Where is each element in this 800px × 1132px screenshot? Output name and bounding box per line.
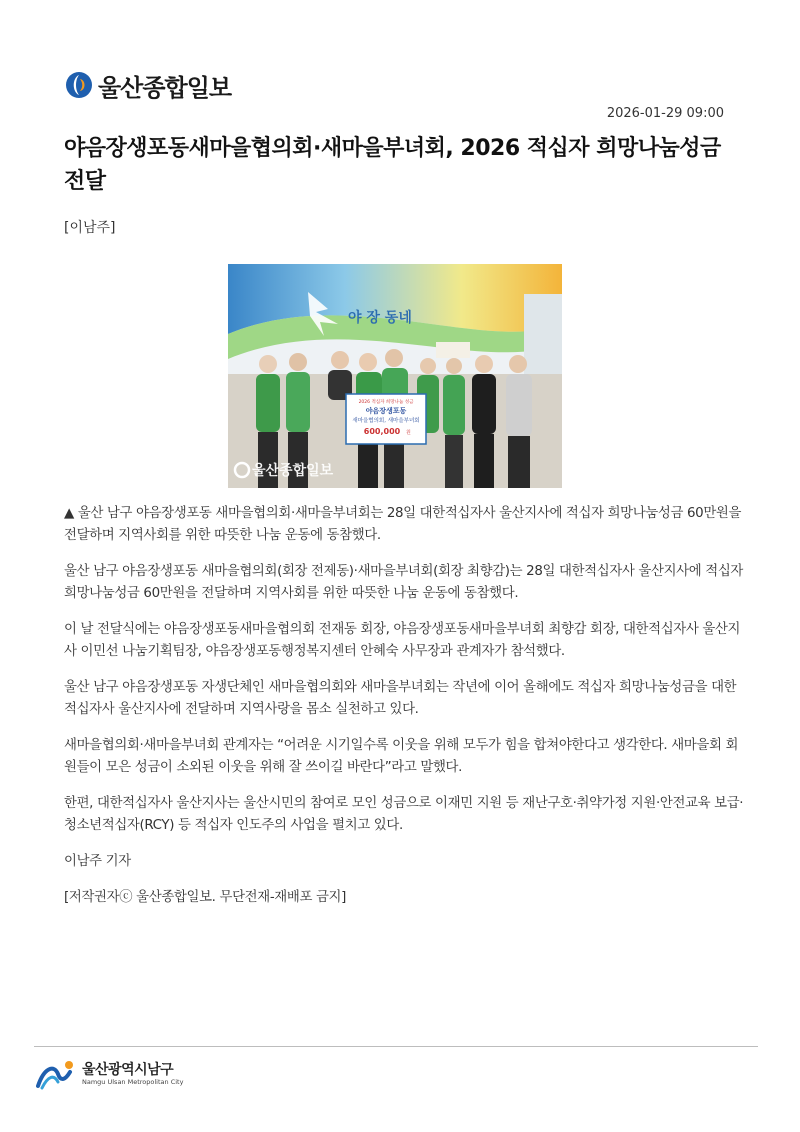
article-photo: [228, 264, 562, 488]
article-paragraph: 한편, 대한적십자사 울산지사는 울산시민의 참여로 모인 성금으로 이재민 지원 등 재난구호·취약가정 지원·안전교육 보급·청소년적십자(RCY) 등 적십자 인도주의 사업을 펼치고 있다.: [64, 796, 744, 833]
namgu-logo-icon: [36, 1058, 76, 1090]
check-title: 2026 적십자 희망나눔 성금: [358, 400, 414, 405]
article-body: [64, 503, 744, 923]
reporter-byline: 이남주 기자: [64, 854, 131, 869]
watermark-text: 울산종합일보: [252, 463, 334, 479]
newspaper-logo-icon: [64, 70, 94, 100]
article-headline: 야음장생포동새마을협의회·새마을부녀회, 2026 적십자 희망나눔성금 전달: [64, 136, 721, 194]
copyright-notice: [저작권자ⓒ 울산종합일보. 무단전재-재배포 금지]: [64, 890, 347, 905]
check-unit: 원: [406, 430, 411, 436]
masthead-logo[interactable]: [64, 68, 231, 102]
article-paragraph: 새마을협의회·새마을부녀회 관계자는 “어려운 시기일수록 이웃을 위해 모두가 힘을 합쳐야한다고 생각한다. 새마을회 회원들이 모은 성금이 소외된 이웃을 위해 잘 쓰이길 바란다”라고 말했다.: [64, 738, 739, 775]
photo-banner-text: 야 장 동네: [348, 310, 412, 326]
reporter-tag: [이남주]: [64, 220, 116, 236]
footer-divider: [34, 1046, 758, 1047]
check-amount: 600,000: [363, 427, 401, 436]
footer-org-subtitle: Namgu Ulsan Metropolitan City: [82, 1077, 184, 1086]
footer-logo[interactable]: [36, 1058, 183, 1090]
article-paragraph: 울산 남구 야음장생포동 새마을협의회(회장 전제동)·새마을부녀회(회장 최향감)는 28일 대한적십자사 울산지사에 적십자 희망나눔성금 60만원을 전달하며 지역사회를 위한 따뜻한 나눔 운동에 동참했다.: [64, 564, 743, 601]
check-org-1: 야음장생포동: [365, 407, 407, 415]
photo-caption: ▲ 울산 남구 야음장생포동 새마을협의회·새마을부녀회는 28일 대한적십자사 울산지사에 적십자 희망나눔성금 60만원을 전달하며 지역사회를 위한 따뜻한 나눔 운동에 동참했다.: [64, 506, 742, 543]
donation-ceremony-photo: [228, 264, 562, 488]
article-paragraph: 울산 남구 야음장생포동 자생단체인 새마을협의회와 새마을부녀회는 작년에 이어 올해에도 적십자 희망나눔성금을 대한적십자사 울산지사에 전달하며 지역사랑을 몸소 실천하고 있다.: [64, 680, 737, 717]
article-datetime: 2026-01-29 09:00: [606, 106, 724, 121]
masthead-name: 울산종합일보: [98, 73, 232, 102]
footer-org-name: 울산광역시남구: [82, 1061, 174, 1078]
article-paragraph: 이 날 전달식에는 야음장생포동새마을협의회 전재동 회장, 야음장생포동새마을부녀회 최향감 회장, 대한적십자사 울산지사 이민선 나눔기획팀장, 야음장생포동행정복지센터 안혜숙 사무장과 관계자가 참석했다.: [64, 622, 741, 659]
check-org-2: 새마을협의회, 새마을부녀회: [352, 418, 420, 424]
